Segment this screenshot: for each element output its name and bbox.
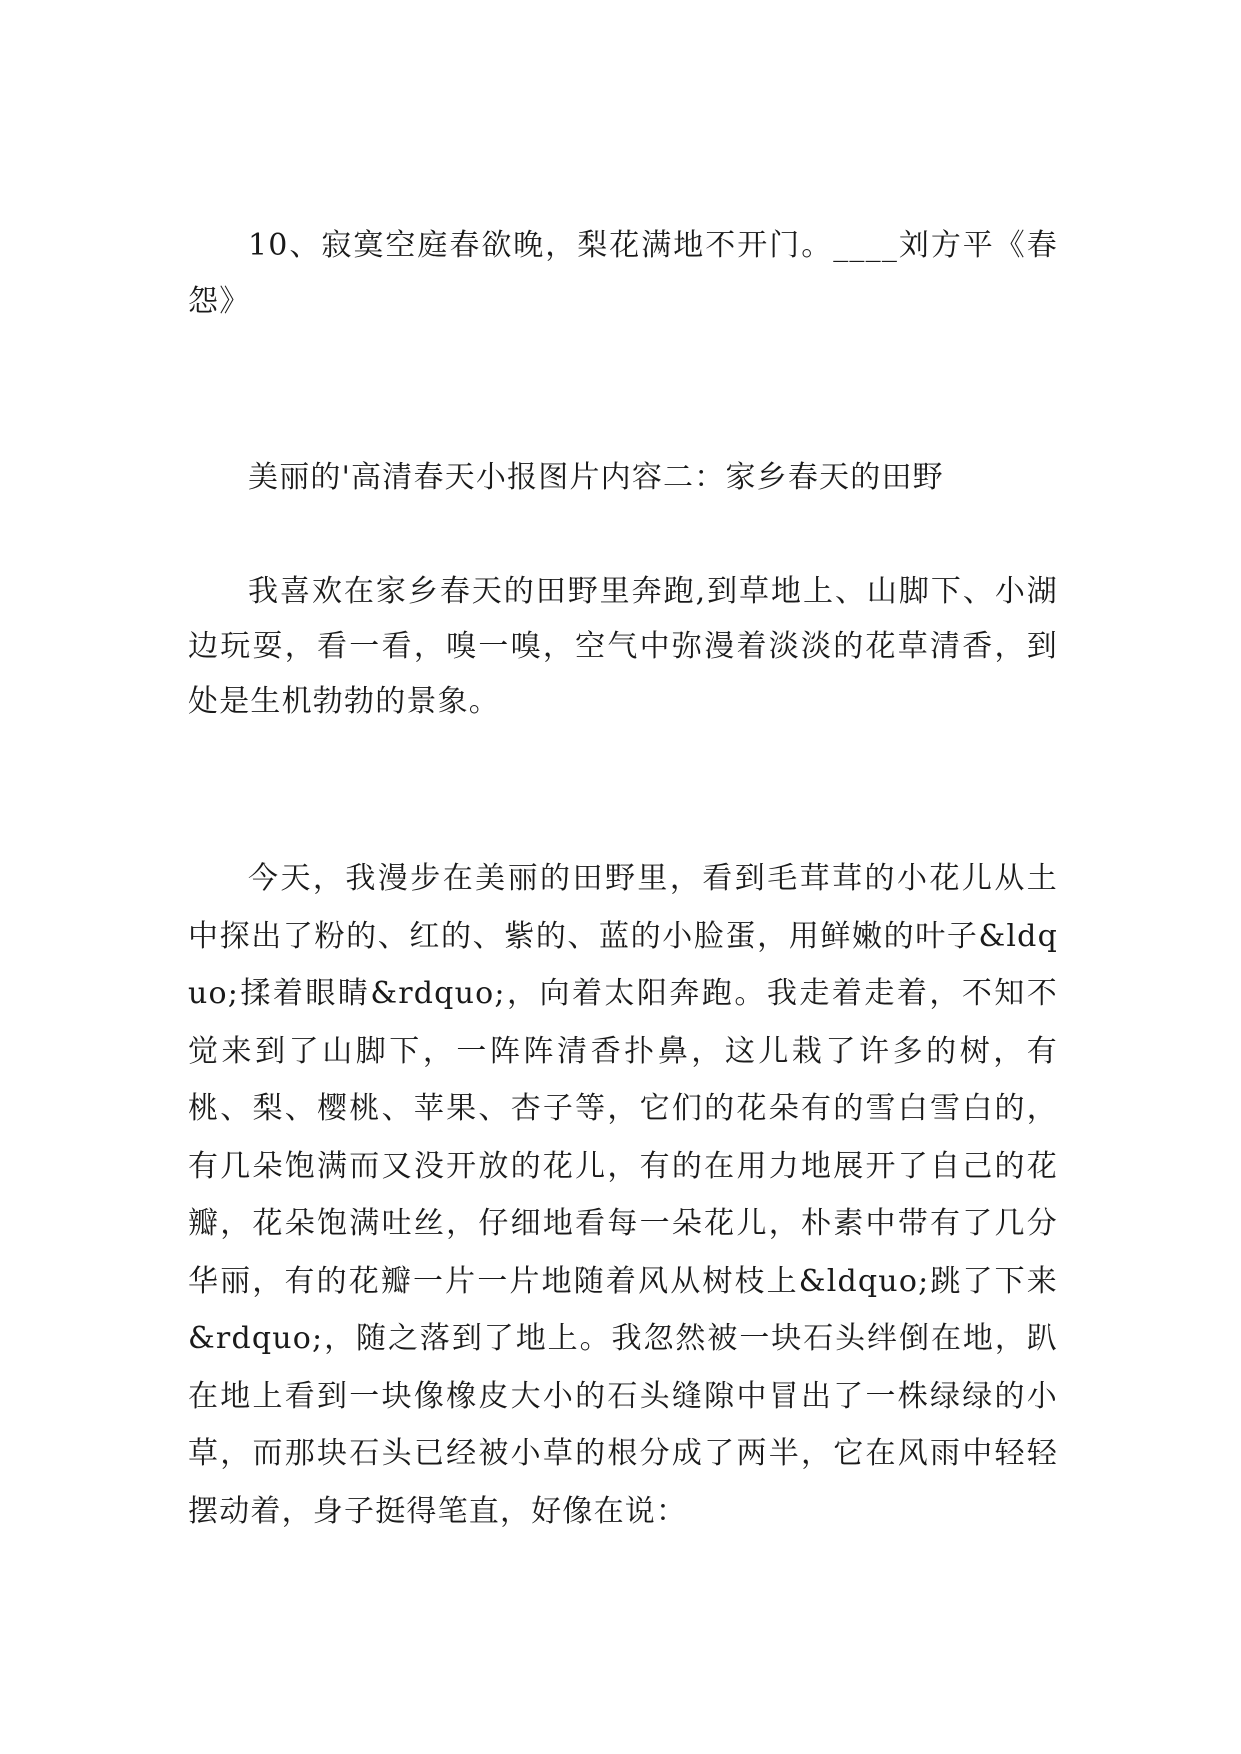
section-heading: 美丽的'高清春天小报图片内容二：家乡春天的田野 [248, 460, 944, 495]
poem-quote-paragraph: 10、寂寞空庭春欲晚，梨花满地不开门。____刘方平《春怨》 [188, 228, 1058, 319]
intro-paragraph: 我喜欢在家乡春天的田野里奔跑,到草地上、山脚下、小湖边玩耍，看一看，嗅一嗅，空气中弥漫着淡淡的花草清香，到处是生机勃勃的景象。 [188, 574, 1058, 719]
body-paragraph: 今天，我漫步在美丽的田野里，看到毛茸茸的小花儿从土中探出了粉的、红的、紫的、蓝的小脸蛋，用鲜嫩的叶子&ldquo;揉着眼睛&rdquo;，向着太阳奔跑。我走着走着，不知不觉来到了山脚下，一阵阵清香扑鼻，这儿栽了许多的树，有桃、梨、樱桃、苹果、杏子等，它们的花朵有的雪白雪白的，有几朵饱满而又没开放的花儿，有的在用力地展开了自己的花瓣，花朵饱满吐丝，仔细地看每一朵花儿，朴素中带有了几分华丽，有的花瓣一片一片地随着风从树枝上&ldquo;跳了下来&rdquo;，随之落到了地上。我忽然被一块石头绊倒在地，趴在地上看到一块像橡皮大小的石头缝隙中冒出了一株绿绿的小草，而那块石头已经被小草的根分成了两半，它在风雨中轻轻摆动着，身子挺得笔直，好像在说： [188, 861, 1058, 1529]
